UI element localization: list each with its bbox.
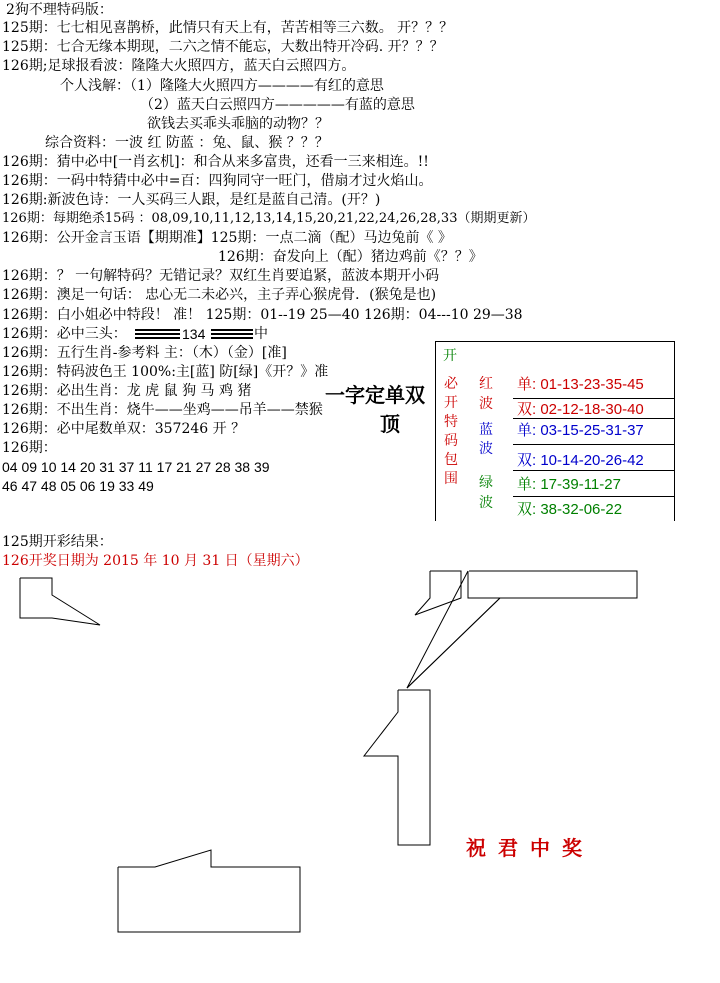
line-21: 126期：不出生肖：烧牛——坐鸡——吊羊——禁猴 — [2, 402, 323, 418]
bubble-right-block — [407, 571, 637, 688]
bubble-right-top — [415, 571, 461, 615]
numbers-row-2: 46 47 48 05 06 19 33 49 — [2, 478, 154, 494]
side-label-5: 包 — [444, 451, 458, 467]
line-1: 125期：七七相见喜鹊桥，此情只有天上有，苦苦相等三六数。 开？？？ — [2, 20, 454, 36]
line-8: 126期：猜中必中[一肖玄机]：和合从来多富贵，还看一三来相连。!! — [2, 154, 429, 170]
blue-double-row: 双: 10-14-20-26-42 — [517, 452, 644, 469]
green-double-row: 双: 38-32-06-22 — [517, 501, 623, 518]
line-10: 126期:新波色诗：一人买码三人跟，是红是蓝自己清。(开？) — [2, 192, 381, 208]
bubble-right-pointer — [407, 571, 500, 688]
line-11: 126期：每期绝杀15码 ：08,09,10,11,12,13,14,15,20,21,22,24,26,28,33（期期更新） — [2, 211, 536, 226]
red-double-row: 双: 02-12-18-30-40 — [517, 401, 644, 418]
green-wave-label-2: 波 — [479, 494, 493, 510]
red-wave-label-1: 红 — [479, 375, 493, 391]
three-heads-label: 126期：必中三头： — [2, 326, 127, 342]
line-6: 欲钱去买乖头乖脑的动物？？ — [147, 116, 329, 132]
red-wave-label-2: 波 — [479, 395, 493, 411]
big-text-top: 顶 — [380, 412, 400, 436]
line-18: 126期：五行生肖-参考料 主：（木）（金）[准] — [2, 345, 287, 361]
green-single-row: 单: 17-39-11-27 — [517, 476, 621, 493]
line-19: 126期：特码波色王 100%:主[蓝] 防[绿]《开？》准 — [2, 364, 329, 380]
line-9: 126期：一码中特猜中必中=百：四狗同守一旺门，借扇才过火焰山。 — [2, 173, 433, 189]
side-label-1: 必 — [444, 375, 458, 391]
line-4: 个人浅解：（1）隆隆大火照四方————有红的意思 — [60, 78, 384, 94]
three-heads-suffix: 中 — [254, 326, 268, 342]
blue-single-row: 单: 03-15-25-31-37 — [517, 422, 644, 439]
big-text-single-double: 一字定单双 — [325, 383, 425, 407]
table-header: 开 — [443, 347, 457, 363]
line-23: 126期： — [2, 440, 57, 456]
line-2: 125期：七合无缘本期现，二六之情不能忘，大数出特开冷码. 开？？？ — [2, 39, 444, 55]
red-single-row: 单: 01-13-23-35-45 — [517, 376, 644, 393]
three-heads-value: 134 — [182, 326, 206, 342]
green-wave-label-1: 绿 — [479, 474, 493, 490]
numbers-row-1: 04 09 10 14 20 31 37 11 17 21 27 28 38 39 — [2, 459, 270, 475]
result-label: 125期开彩结果： — [2, 534, 113, 550]
bubble-left-top — [20, 578, 100, 625]
bubble-bottom-block — [118, 850, 300, 932]
side-label-3: 特 — [444, 413, 458, 429]
line-7: 综合资料：一波 红 防蓝 ：兔、鼠、猴 ？？？ — [45, 135, 329, 151]
line-5: （2）蓝天白云照四方—————有蓝的意思 — [140, 97, 415, 113]
side-label-6: 围 — [444, 470, 458, 486]
blue-wave-label-2: 波 — [479, 440, 493, 456]
line-14: 126期：？ 一句解特码？无错记录？双红生肖要追紧，蓝波本期开小码 — [2, 268, 440, 284]
doc-title: 2狗不理特码版： — [6, 2, 113, 18]
draw-date: 126开奖日期为 2015 年 10 月 31 日（星期六） — [2, 553, 309, 569]
line-22: 126期：必中尾数单双：357246 开 ？ — [2, 421, 246, 437]
side-label-4: 码 — [444, 432, 458, 448]
side-label-2: 开 — [444, 394, 458, 410]
line-16: 126期：白小姐必中特段！ 准！ 125期：01--19 25—40 126期：04---10 29—38 — [2, 307, 523, 323]
line-13: 126期：奋发向上（配）猪边鸡前《？？》 — [218, 249, 483, 265]
blue-wave-label-1: 蓝 — [479, 421, 493, 437]
line-20: 126期：必出生肖：龙 虎 鼠 狗 马 鸡 猪 — [2, 383, 252, 399]
line-15: 126期：澳足一句话： 忠心无二未必兴，主子弄心猴虎骨．(猴兔是也) — [2, 287, 437, 303]
bubble-tall-block — [364, 690, 430, 845]
line-3: 126期;足球报看波：隆隆大火照四方，蓝天白云照四方。 — [2, 58, 356, 74]
line-12: 126期：公开金言玉语【期期准】125期：一点二滴（配）马边兔前《 》 — [2, 230, 452, 246]
blessing-text: 祝君中奖 — [466, 836, 594, 860]
